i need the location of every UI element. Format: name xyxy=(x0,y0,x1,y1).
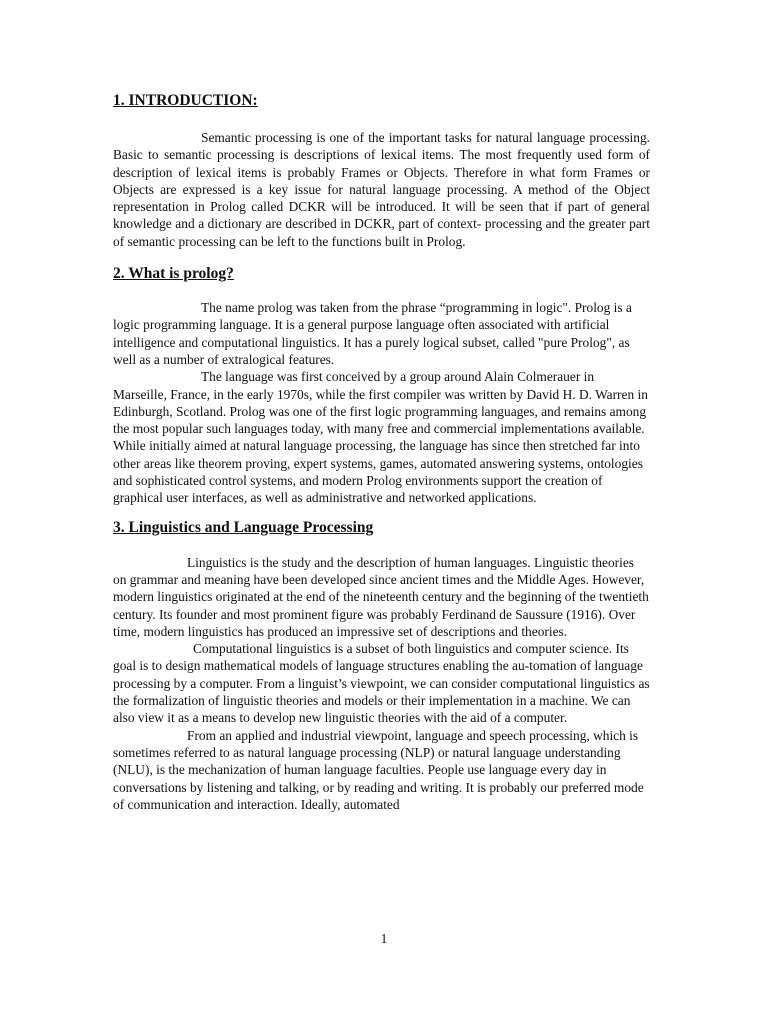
linguistics-paragraph-1: Linguistics is the study and the description of human languages. Linguistic theories on grammar and meaning have been developed since ancient times and the Middle Ages. However, modern linguistics originated at the end of the nineteenth century and the beginning of the twentieth century. Its founder and most prominent figure was probably Ferdinand de Saussure (1916). Over time, modern linguistics has produced an impressive set of descriptions and theories. xyxy=(113,554,649,639)
linguistics-paragraph-3: From an applied and industrial viewpoint, language and speech processing, which is sometimes referred to as natural language processing (NLP) or natural language understanding (NLU), is the mechanization of human language faculties. People use language every day in conversations by listening and talking, or by reading and writing. It is probably our preferred mode of communication and interaction. Ideally, automated xyxy=(113,727,644,812)
section-heading-introduction: 1. INTRODUCTION: xyxy=(113,92,258,109)
section-heading-what-is-prolog: 2. What is prolog? xyxy=(113,265,234,283)
prolog-paragraph-1: The name prolog was taken from the phrase “programming in logic". Prolog is a logic programming language. It is a general purpose language often associated with artificial intelligence and computational linguistics. It has a purely logical subset, called "pure Prolog", as well as a number of extralogical features. xyxy=(113,300,632,367)
intro-paragraph: Semantic processing is one of the important tasks for natural language processing. Basic to semantic processing is descriptions of lexical items. The most frequently used form of description of lexical items is probably Frames or Objects. Therefore in what form Frames or Objects are expressed is a key issue for natural language processing. A method of the Object representation in Prolog called DCKR will be introduced. It will be seen that if part of general knowledge and a dictionary are described in DCKR, part of context- processing and the greater part of semantic processing can be left to the functions built in Prolog. xyxy=(113,130,650,249)
document-page xyxy=(113,88,650,813)
prolog-paragraph-2: The language was first conceived by a group around Alain Colmerauer in Marseille, France, in the early 1970s, while the first compiler was written by David H. D. Warren in Edinburgh, Scotland. Prolog was one of the first logic programming languages, and remains among the most popular such languages today, with many free and commercial implementations available. While initially aimed at natural language processing, the language has since then stretched far into other areas like theorem proving, expert systems, games, automated answering systems, ontologies and sophisticated control systems, and modern Prolog environments support the creation of graphical user interfaces, as well as administrative and networked applications. xyxy=(113,369,648,506)
section-heading-linguistics: 3. Linguistics and Language Processing xyxy=(113,518,374,536)
page-number: 1 xyxy=(380,931,388,946)
linguistics-paragraph-2: Computational linguistics is a subset of both linguistics and computer science. Its goal is to design mathematical models of language structures enabling the au-tomation of language processing by a computer. From a linguist’s viewpoint, we can consider computational linguistics as the formalization of linguistic theories and models or their implementation in a machine. We can also view it as a means to develop new linguistic theories with the aid of a computer. xyxy=(113,641,650,726)
